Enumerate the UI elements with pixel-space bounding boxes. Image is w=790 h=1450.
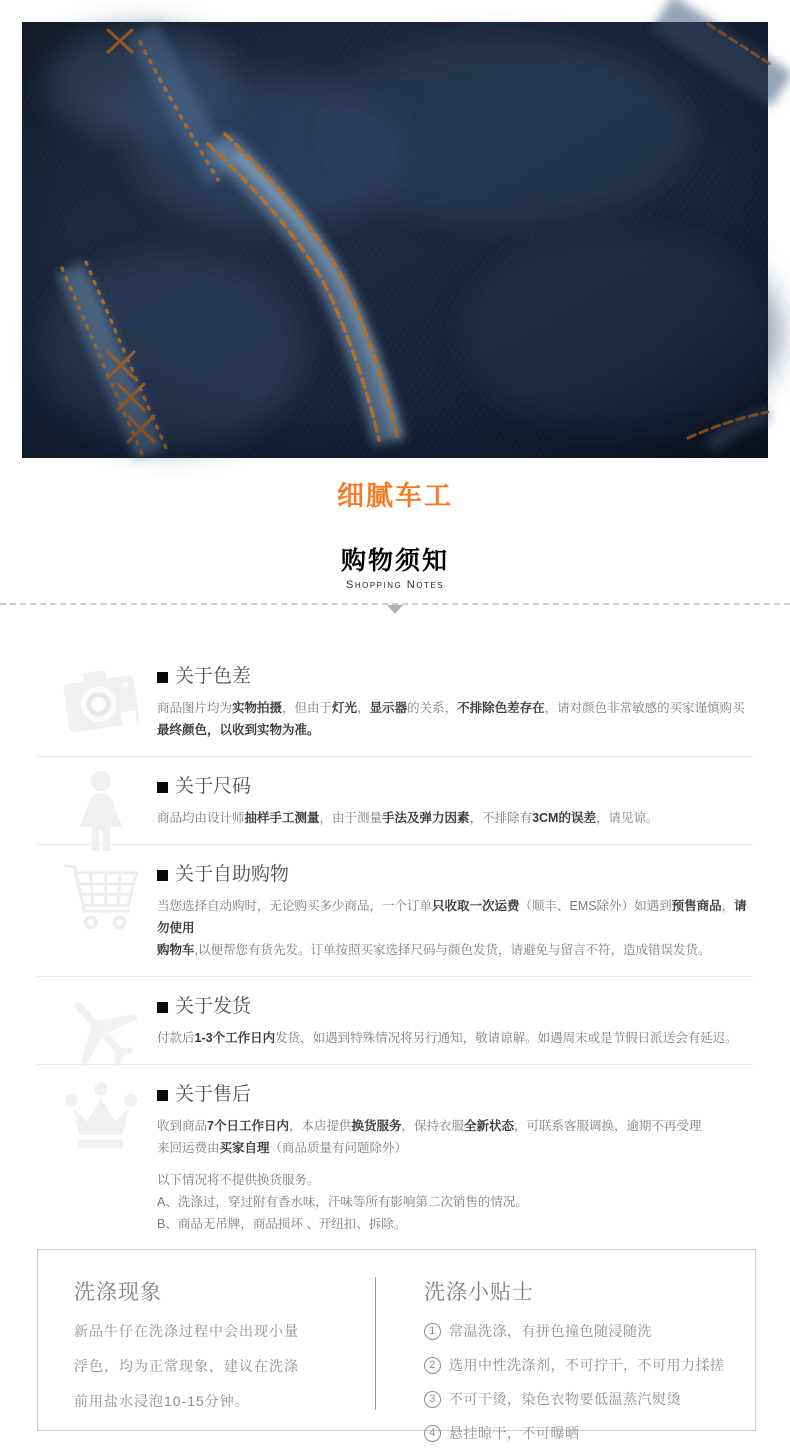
section-title: 关于色差: [175, 666, 252, 687]
section-body: [157, 807, 753, 829]
section-body-line: A、洗涤过，穿过附有香水味，汗味等所有影响第二次销售的情况。: [157, 1195, 528, 1209]
notice-sections: [0, 647, 790, 1243]
wash-phenomenon-text: [74, 1314, 375, 1419]
dashed-divider: [0, 603, 790, 605]
product-photo-denim: [22, 22, 768, 458]
hero-caption: 细腻车工: [337, 481, 453, 511]
circled-number-icon: 4: [424, 1425, 441, 1442]
triangle-down-icon: [387, 605, 403, 614]
notes-subtitle: Shopping Notes: [345, 579, 444, 591]
circled-number-icon: 3: [424, 1391, 441, 1408]
wash-tips-list: [424, 1314, 755, 1450]
woman-icon: [55, 769, 147, 853]
wash-tip-text: 常温洗涤，有拼色撞色随浸随洗: [449, 1323, 652, 1339]
wash-phenomenon-line: 新品牛仔在洗涤过程中会出现小量: [74, 1323, 299, 1339]
section-body: [157, 1115, 753, 1235]
section-body-line: 付款后1-3个工作日内发货，如遇到特殊情况将另行通知，敬请谅解。如遇周末或是节假日派送会有延迟。: [157, 1031, 738, 1045]
circled-number-icon: 1: [424, 1323, 441, 1340]
cart-icon: [55, 857, 147, 941]
notice-section: [37, 845, 753, 977]
notes-header: [0, 541, 790, 591]
wash-info-box: [37, 1249, 756, 1441]
notes-title: 购物须知: [340, 547, 449, 575]
crown-icon: [55, 1077, 147, 1161]
section-body-line: 商品均由设计师抽样手工测量，由于测量手法及弹力因素，不排除有3CM的误差，请见谅。: [157, 811, 659, 825]
section-title: 关于售后: [175, 1084, 252, 1105]
wash-tip-text: 选用中性洗涤剂，不可拧干，不可用力揉搓: [449, 1357, 725, 1373]
section-body-line: 以下情况将不提供换货服务。: [157, 1173, 320, 1187]
section-body-line: 当您选择自动购时，无论购买多少商品，一个订单只收取一次运费（顺丰、EMS除外）如遇到预售商品，请勿使用: [157, 899, 747, 935]
section-body-line: 收到商品7个日工作日内，本店提供换货服务，保持衣服全新状态，可联系客服调换，逾期不再受理: [157, 1119, 702, 1133]
section-title: 关于自助购物: [175, 864, 290, 885]
notice-section: [37, 757, 753, 845]
wash-phenomenon-panel: [38, 1250, 375, 1430]
circled-number-icon: 2: [424, 1357, 441, 1374]
section-body: [157, 895, 753, 961]
wash-tip-text: 不可干烫，染色衣物要低温蒸汽熨烫: [449, 1391, 681, 1407]
wash-tips-panel: [376, 1250, 755, 1441]
section-body: [157, 697, 753, 741]
wash-phenomenon-line: 前用盐水浸泡10-15分钟。: [74, 1393, 250, 1409]
section-body-line: 商品图片均为实物拍摄，但由于灯光，显示器的关系，不排除色差存在，请对颜色非常敏感的买家谨慎购买: [157, 701, 745, 715]
wash-tip: [424, 1416, 755, 1450]
notice-section: [37, 977, 753, 1065]
section-body-line: B、商品无吊牌，商品损坏 、开纽扣、拆除。: [157, 1217, 407, 1231]
section-body: [157, 1027, 753, 1049]
notice-section: [37, 1065, 753, 1243]
camera-icon: [55, 659, 147, 743]
section-body-line: 来回运费由买家自理（商品质量有问题除外）: [157, 1141, 408, 1155]
section-body-line: 购物车,以便帮您有货先发。订单按照买家选择尺码与颜色发货，请避免与留言不符，造成错误发货。: [157, 943, 711, 957]
product-detail-page: [0, 22, 790, 1441]
wash-tip: [424, 1348, 755, 1382]
plane-icon: [55, 989, 147, 1073]
wash-tip-text: 悬挂晾干，不可曝晒: [449, 1425, 580, 1441]
wash-tips-title: 洗涤小贴士: [424, 1281, 534, 1304]
notice-section: [37, 647, 753, 757]
section-title: 关于发货: [175, 996, 252, 1017]
wash-phenomenon-title: 洗涤现象: [74, 1281, 162, 1304]
section-body-line: 最终颜色，以收到实物为准。: [157, 723, 320, 737]
wash-phenomenon-line: 浮色，均为正常现象，建议在洗涤: [74, 1358, 299, 1374]
wash-tip: [424, 1382, 755, 1416]
wash-tip: [424, 1314, 755, 1348]
section-title: 关于尺码: [175, 776, 252, 797]
